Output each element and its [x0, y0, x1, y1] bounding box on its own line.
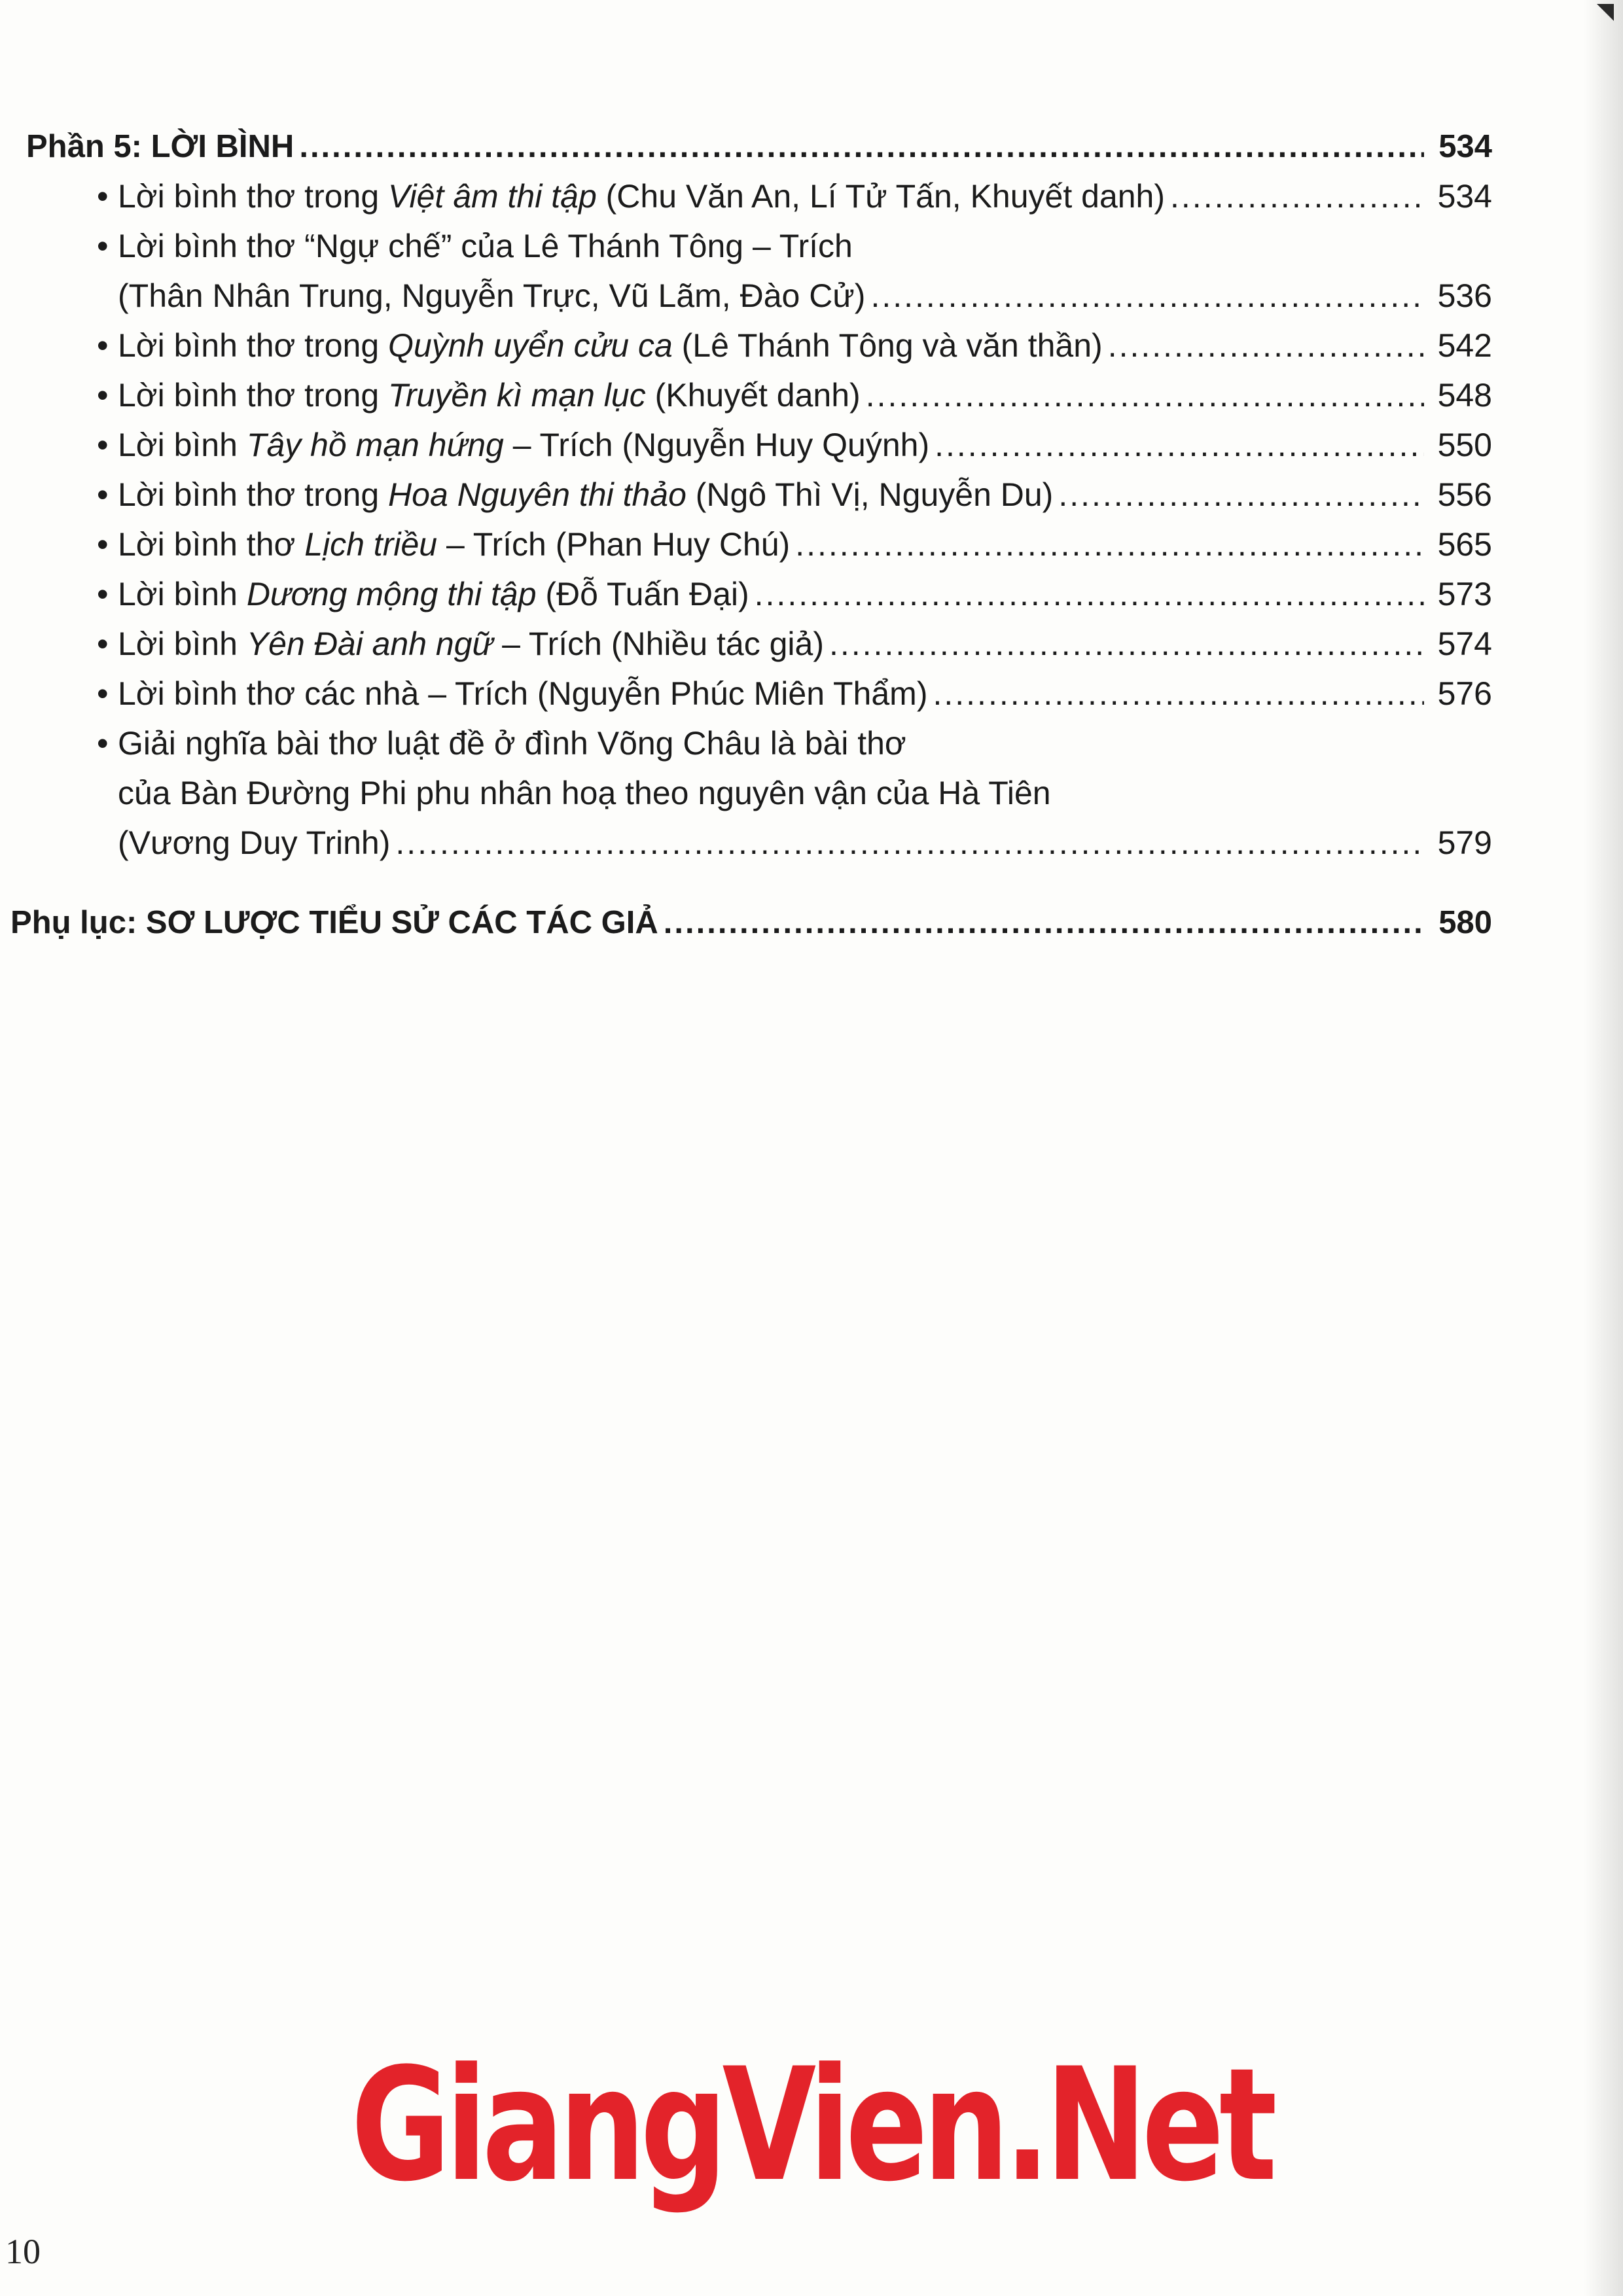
toc-page-number: 550	[1437, 427, 1492, 463]
bullet-icon: •	[97, 427, 109, 463]
bullet-icon: •	[97, 626, 109, 662]
watermark-logo: GiangVien.Net	[351, 2035, 1272, 2216]
toc-entry	[26, 619, 1492, 669]
page-edge-shadow	[1584, 0, 1623, 2296]
bullet-icon: •	[97, 576, 109, 612]
toc-entry	[26, 470, 1492, 520]
dot-leader	[1108, 321, 1424, 370]
bullet-icon: •	[97, 178, 109, 215]
bullet-icon: •	[97, 476, 109, 513]
toc-entry-label: • Lời bình thơ trong Hoa Nguyên thi thảo (Ngô Thì Vị, Nguyễn Du)	[97, 470, 1053, 520]
dot-leader	[1058, 470, 1424, 520]
toc-entry	[26, 420, 1492, 470]
bullet-icon: •	[97, 675, 109, 712]
toc-entry-label: • Lời bình thơ các nhà – Trích (Nguyễn Phúc Miên Thẩm)	[97, 669, 927, 718]
dot-leader	[935, 420, 1424, 470]
toc-page-number: 574	[1437, 626, 1492, 662]
toc-section-label: Phần 5: LỜI BÌNH	[26, 129, 294, 164]
toc-page-number: 576	[1437, 675, 1492, 712]
toc-entry	[26, 718, 1492, 768]
corner-mark	[1597, 4, 1614, 21]
toc-page-number: 580	[1438, 905, 1492, 940]
toc-entry	[26, 171, 1492, 221]
toc-entry-label: (Thân Nhân Trung, Nguyễn Trực, Vũ Lãm, Đào Cử)	[118, 277, 866, 314]
dot-leader	[870, 271, 1424, 321]
toc-entry-label: • Lời bình thơ trong Truyền kì mạn lục (Khuyết danh)	[97, 370, 861, 420]
toc-page-number: 534	[1437, 178, 1492, 215]
toc-entry-label: • Lời bình Tây hồ mạn hứng – Trích (Nguyễn Huy Quýnh)	[97, 420, 929, 470]
toc-entry-continuation	[26, 768, 1492, 818]
toc-page-number: 548	[1437, 377, 1492, 414]
toc-section-5	[26, 122, 1492, 171]
toc-entry	[26, 321, 1492, 370]
toc-page-number: 556	[1437, 476, 1492, 513]
dot-leader	[664, 898, 1424, 947]
toc-entry	[26, 669, 1492, 718]
bullet-icon: •	[97, 526, 109, 563]
bullet-icon: •	[97, 725, 109, 762]
toc-appendix-label: Phụ lục: SƠ LƯỢC TIỂU SỬ CÁC TÁC GIẢ	[10, 905, 658, 940]
toc-entry-label: • Lời bình Dương mộng thi tập (Đỗ Tuấn Đại)	[97, 569, 749, 619]
dot-leader	[829, 619, 1424, 669]
toc-entry-label: (Vương Duy Trinh)	[118, 824, 391, 861]
toc-entry-label: • Lời bình Yên Đài anh ngữ – Trích (Nhiều tác giả)	[97, 619, 824, 669]
dot-leader	[755, 569, 1424, 619]
toc-page-number: 565	[1437, 526, 1492, 563]
toc-page-number: 542	[1437, 327, 1492, 364]
toc-entry-label: • Lời bình thơ trong Việt âm thi tập (Chu Văn An, Lí Tử Tấn, Khuyết danh)	[97, 171, 1165, 221]
toc-page-number: 579	[1437, 824, 1492, 861]
toc-entry-continuation	[26, 271, 1492, 321]
dot-leader	[299, 122, 1424, 171]
toc-entry-label: của Bàn Đường Phi phu nhân hoạ theo nguyên vận của Hà Tiên	[118, 775, 1051, 811]
toc-entry-label: • Lời bình thơ Lịch triều – Trích (Phan Huy Chú)	[97, 520, 790, 569]
dot-leader	[866, 370, 1424, 420]
toc-entry	[26, 520, 1492, 569]
toc-entry-label: • Giải nghĩa bài thơ luật đề ở đình Võng Châu là bài thơ	[97, 718, 906, 768]
bullet-icon: •	[97, 327, 109, 364]
toc-page-number: 573	[1437, 576, 1492, 612]
toc-page-number: 534	[1438, 129, 1492, 164]
dot-leader	[933, 669, 1424, 718]
toc-entry-continuation	[26, 818, 1492, 868]
toc-entry-label: • Lời bình thơ trong Quỳnh uyển cửu ca (Lê Thánh Tông và văn thần)	[97, 321, 1103, 370]
dot-leader	[395, 818, 1424, 868]
toc-appendix	[10, 898, 1492, 947]
toc-entry	[26, 221, 1492, 271]
toc-entry	[26, 569, 1492, 619]
toc-entry	[26, 370, 1492, 420]
table-of-contents	[10, 122, 1492, 947]
dot-leader	[1170, 171, 1424, 221]
bullet-icon: •	[97, 228, 109, 264]
dot-leader	[795, 520, 1424, 569]
toc-entry-label: • Lời bình thơ “Ngự chế” của Lê Thánh Tông – Trích	[97, 221, 853, 271]
page-number: 10	[5, 2232, 41, 2271]
toc-page-number: 536	[1437, 277, 1492, 314]
bullet-icon: •	[97, 377, 109, 414]
